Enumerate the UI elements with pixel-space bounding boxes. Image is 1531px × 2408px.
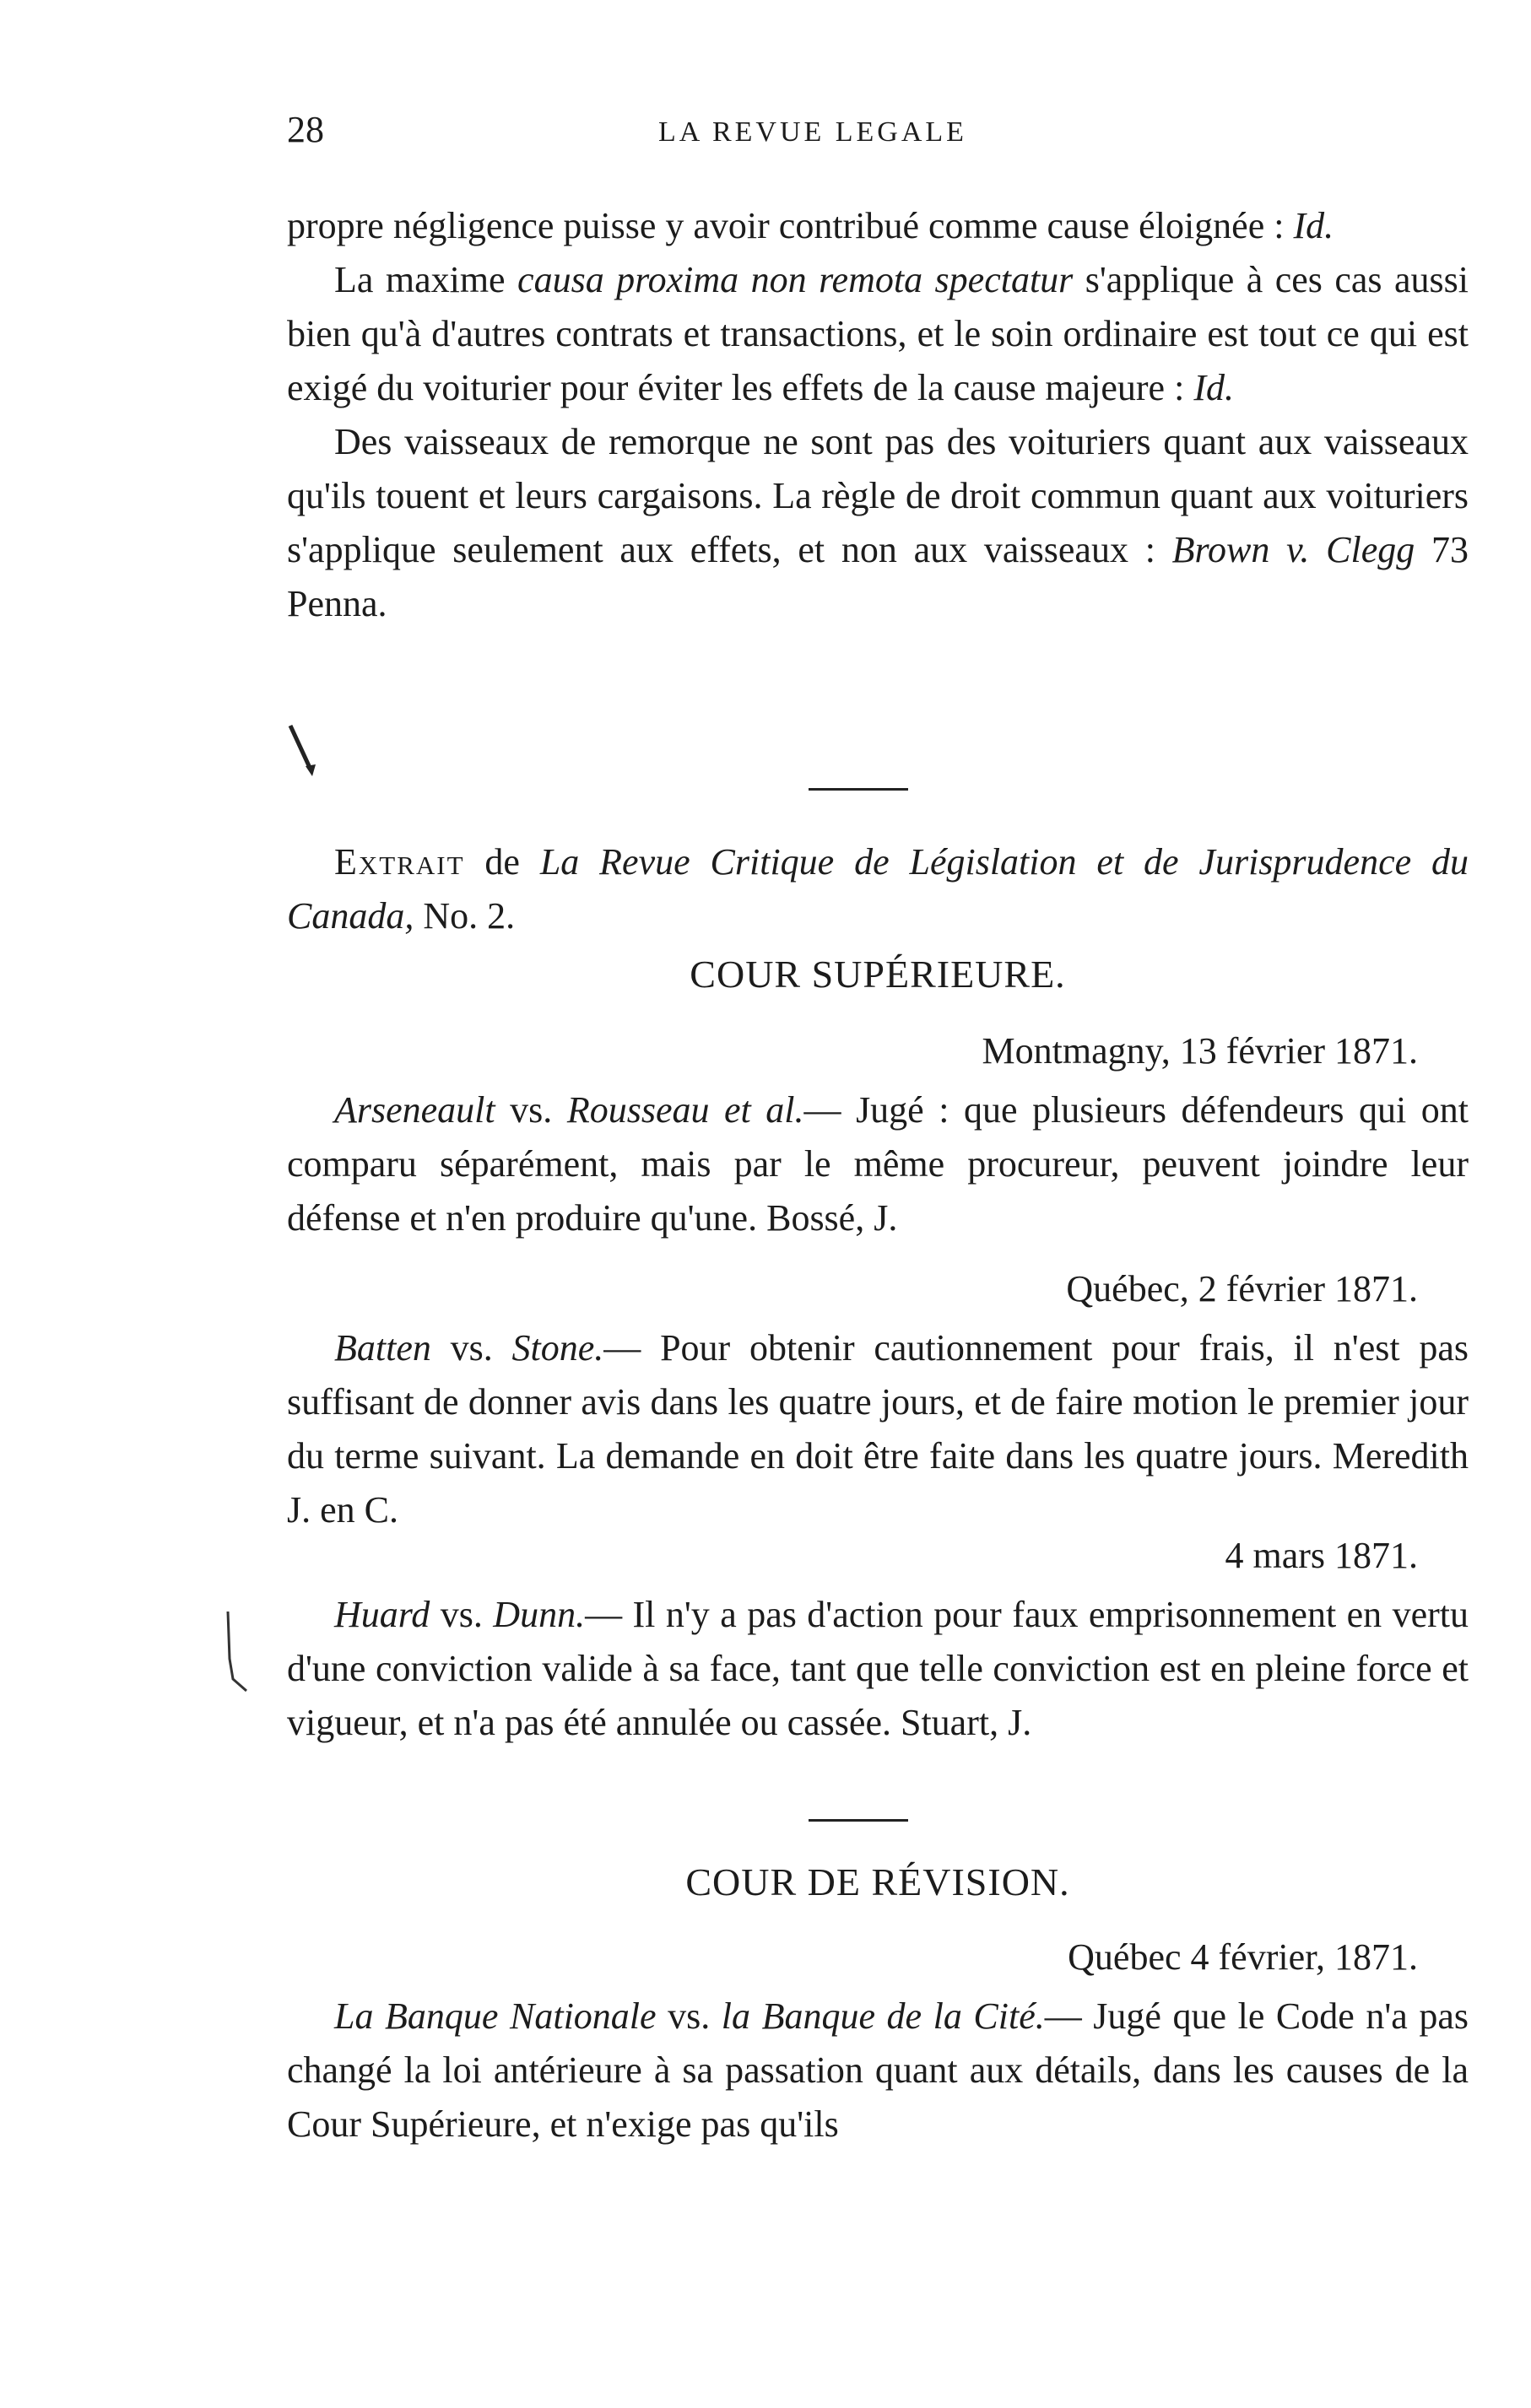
case-name-brown-clegg: Brown v. Clegg (1171, 529, 1415, 570)
case1-plaintiff: Arseneault (334, 1089, 495, 1131)
case4-defendant: la Banque de la Cité. (721, 1995, 1045, 2037)
case4-plaintiff: La Banque Nationale (334, 1995, 657, 2037)
cour-revision-heading: COUR DE RÉVISION. (685, 1860, 1070, 1903)
journal-number: No. 2. (414, 895, 516, 937)
case-batten (287, 1321, 1469, 1537)
para1-citation: Id. (1293, 205, 1334, 246)
extrait-block (287, 835, 1469, 943)
date-4-mars: 4 mars 1871. (1225, 1535, 1418, 1576)
case2-text: — Pour obtenir cautionnement pour frais, il n'est pas suffisant de donner avis dans les quatre jours, et de faire motion le premier jour du terme suivant. La demande en doit être faite dans les quatre jours. Meredith J. en C. (287, 1327, 1469, 1531)
paragraph-3 (287, 415, 1469, 631)
page-number: 28 (287, 109, 324, 150)
case3-plaintiff: Huard (334, 1594, 430, 1635)
extrait-paragraph (287, 835, 1469, 943)
date-quebec-4-fevrier: Québec 4 février, 1871. (1068, 1936, 1418, 1978)
case1-text: — Jugé : que plusieurs défendeurs qui ont comparu séparément, mais par le même procureur, peuvent joindre leur défense et n'en produire qu'une. Bossé, J. (287, 1089, 1469, 1239)
margin-pencil-mark (287, 722, 321, 781)
running-title: LA REVUE LEGALE (658, 116, 967, 148)
case2-plaintiff: Batten (334, 1327, 431, 1369)
journal-title: La Revue Critique de Législation et de Jurisprudence du Canada, (287, 841, 1469, 937)
section-divider-2 (809, 1819, 908, 1822)
case3-text: — Il n'y a pas d'action pour faux emprisonnement en vertu d'une conviction valide à sa face, tant que telle conviction est en pleine force et vigueur, et n'a pas été annulée ou cassée. Stuart, J. (287, 1594, 1469, 1743)
extrait-de: de (464, 841, 540, 883)
case2-defendant: Stone. (511, 1327, 604, 1369)
date-quebec-2-fevrier: Québec, 2 février 1871. (1066, 1268, 1418, 1309)
para3-text-a: Des vaisseaux de remorque ne sont pas des voituriers quant aux vaisseaux qu'ils touent et leurs cargaisons. La règle de droit commun quant aux voituriers s'applique seulement aux effets, et non aux vaisseaux : (287, 421, 1469, 570)
margin-bracket-mark (221, 1608, 255, 1696)
paragraph-2 (287, 253, 1469, 415)
case2-vs: vs. (430, 1327, 512, 1369)
extrait-label: Extrait (334, 841, 465, 883)
case3-vs: vs. (430, 1594, 494, 1635)
case-huard (287, 1588, 1469, 1750)
case-banque-nationale (287, 1990, 1469, 2152)
para3-citation: 73 Penna. (287, 529, 1469, 624)
date-montmagny: Montmagny, 13 février 1871. (982, 1030, 1418, 1072)
latin-maxim: causa proxima non remota spectatur (517, 259, 1074, 300)
case1-vs: vs. (495, 1089, 567, 1131)
page-header (287, 108, 1469, 159)
cour-superieure-heading: COUR SUPÉRIEURE. (690, 953, 1066, 996)
paragraph-1 (287, 199, 1469, 253)
section-divider (809, 788, 908, 791)
case1-defendant: Rousseau et al. (566, 1089, 804, 1131)
para2-citation: Id. (1193, 367, 1234, 408)
case-arseneault (287, 1083, 1469, 1245)
para2-text-b: s'applique à ces cas aussi bien qu'à d'autres contrats et transactions, et le soin ordinaire est tout ce qui est exigé du voiturier pour éviter les effets de la cause majeure : (287, 259, 1469, 408)
case4-text: — Jugé que le Code n'a pas changé la loi antérieure à sa passation quant aux détails, dans les causes de la Cour Supérieure, et n'exige pas qu'ils (287, 1995, 1469, 2145)
case4-vs: vs. (656, 1995, 722, 2037)
para2-text-a: La maxime (334, 259, 518, 300)
top-text-block (287, 199, 1469, 631)
para1-text: propre négligence puisse y avoir contribué comme cause éloignée : (287, 205, 1294, 246)
case3-defendant: Dunn. (493, 1594, 586, 1635)
